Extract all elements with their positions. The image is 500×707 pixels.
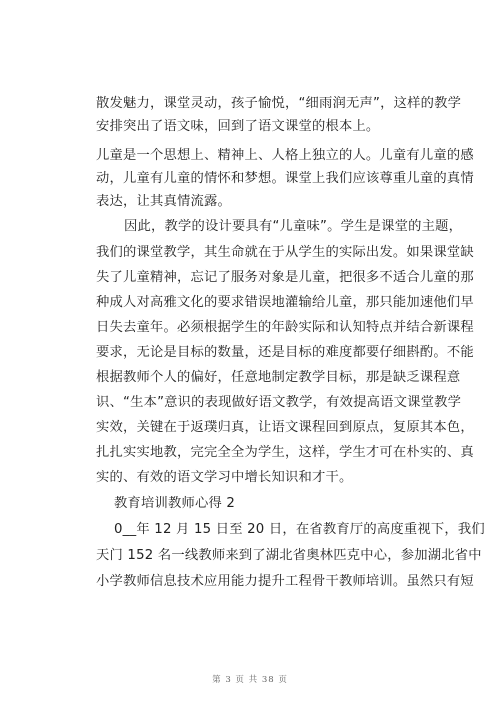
paragraph-line: 扎扎实实地教，完完全全为学生，这样，学生才可在朴实的、真 [96, 445, 474, 460]
paragraph-line: 根据教师个人的偏好，任意地制定教学目标，那是缺乏课程意 [96, 370, 461, 385]
paragraph-line: 实效，关键在于返璞归真，让语文课程回到原点，复原其本色， [96, 420, 474, 435]
paragraph-line: 安排突出了语文味，回到了语文课堂的根本上。 [96, 119, 380, 134]
paragraph-line: 识、“生本”意识的表现做好语文教学，有效提高语文课堂教学 [96, 395, 462, 410]
paragraph-line: 日失去童年。必须根据学生的年龄实际和认知特点并结合新课程 [96, 320, 474, 335]
paragraph-line: 表达，让其真情流露。 [96, 194, 231, 209]
paragraph-line: 要求，无论是目标的数量，还是目标的难度都要仔细斟酌。不能 [96, 345, 474, 360]
paragraph-line: 儿童是一个思想上、精神上、人格上独立的人。儿童有儿童的感 [96, 148, 474, 163]
paragraph-line: 天门 152 名一线教师来到了湖北省奥林匹克中心，参加湖北省中 [96, 548, 482, 563]
paragraph-line: 因此，教学的设计要具有“儿童味”。学生是课堂的主题， [124, 219, 463, 234]
section-title: 教育培训教师心得 2 [114, 496, 236, 511]
paragraph-line: 失了儿童精神，忘记了服务对象是儿童，把很多不适合儿童的那 [96, 270, 474, 285]
paragraph-line: 动，儿童有儿童的情怀和梦想。课堂上我们应该尊重儿童的真情 [96, 171, 474, 186]
paragraph-line: 我们的课堂教学，其生命就在于从学生的实际出发。如果课堂缺 [96, 245, 474, 260]
paragraph-line: 散发魅力，课堂灵动，孩子愉悦，“细雨润无声”，这样的教学 [96, 96, 462, 111]
paragraph-line: 实的、有效的语文学习中增长知识和才干。 [96, 470, 353, 485]
page-footer: 第 3 页 共 38 页 [212, 675, 288, 685]
paragraph-line: 种成人对高雅文化的要求错误地灌输给儿童，那只能加速他们早 [96, 295, 474, 310]
paragraph-line: 小学教师信息技术应用能力提升工程骨干教师培训。虽然只有短 [96, 574, 474, 589]
paragraph-line: 0__年 12 月 15 日至 20 日，在省教育厅的高度重视下，我们 [114, 522, 485, 537]
